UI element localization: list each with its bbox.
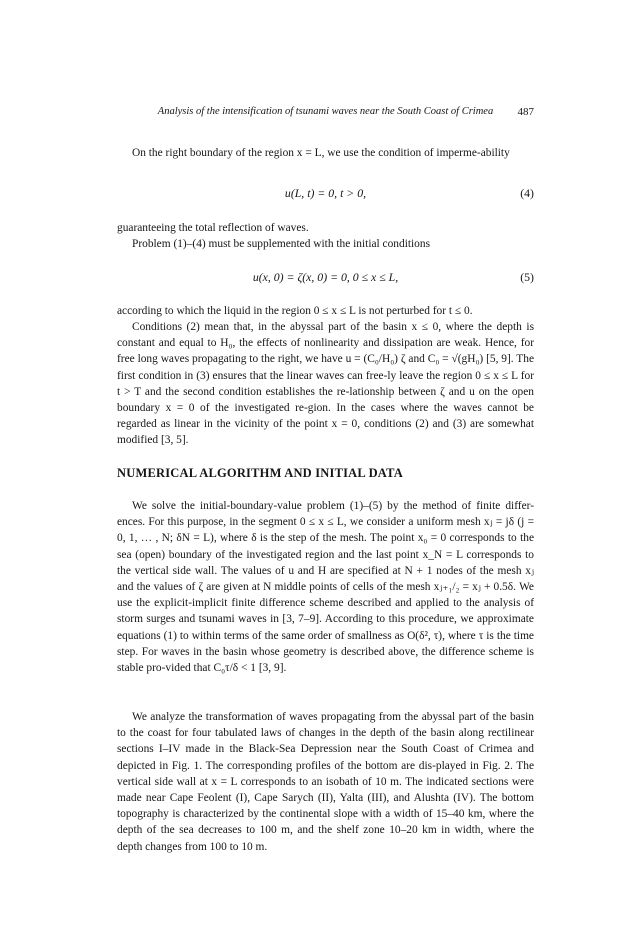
paragraph-conditions: Conditions (2) mean that, in the abyssal part of the basin x ≤ 0, where the depth is constant and equal to H₀, the effects of nonlinearity and dissipation are weak. Hence, for free long waves propagating to the right, we have u = (C₀/H₀) ζ and C₀ = √(gH₀) [5, 9]. The first condition in (3) ensures that the linear waves can free-ly leave the region 0 ≤ x ≤ L for t > T and the second condition establishes the re-lationship between ζ and u on the open boundary x = 0 of the investigated re-gion. In the cases where the waves cannot be regarded as linear in the vicinity of the point x = 0, conditions (2) and (3) are somewhat modified [3, 5]. [117,321,534,447]
paragraph-reflection: guaranteeing the total reflection of waves. [117,222,309,234]
equation-5-number: (5) [520,270,534,284]
paragraph-unperturbed: according to which the liquid in the region 0 ≤ x ≤ L is not perturbed for t ≤ 0. [117,305,473,317]
equation-4 [117,186,534,202]
page-number: 487 [517,106,534,118]
equation-4-number: (4) [520,186,534,200]
running-head [117,106,534,117]
equation-5 [117,270,534,286]
paragraph-boundary-condition: On the right boundary of the region x = L, we use the condition of imperme-ability [132,147,510,159]
paragraph-numerical-method: We solve the initial-boundary-value problem (1)–(5) by the method of finite differ-ences. For this purpose, in the segment 0 ≤ x ≤ L, we consider a uniform mesh xⱼ = jδ (j = 0, 1, … , N; δN = L), where δ is the step of the mesh. The point x₀ = 0 corresponds to the sea (open) boundary of the investigated region and the last point x_N = L corresponds to the vertical side wall. The values of u and H are specified at N + 1 nodes of the mesh xⱼ and the values of ζ are given at N middle points of cells of the mesh xⱼ₊₁/₂ = xⱼ + 0.5δ. We use the explicit-implicit finite difference scheme described and applied to the analysis of storm surges and tsunami waves in [3, 7–9]. According to this procedure, we approximate equations (1) to within terms of the same order of smallness as O(δ², τ), where τ is the time step. For waves in the basin whose geometry is described above, the difference scheme is stable pro-vided that C₀τ/δ < 1 [3, 9]. [117,500,534,675]
paragraph-initial-conditions-intro: Problem (1)–(4) must be supplemented with the initial conditions [132,238,431,250]
running-title: Analysis of the intensification of tsunami waves near the South Coast of Crimea [157,106,494,117]
equation-4-body: u(L, t) = 0, t > 0, [284,186,367,200]
section-heading: NUMERICAL ALGORITHM AND INITIAL DATA [117,466,403,480]
paragraph-bottom-profiles: We analyze the transformation of waves propagating from the abyssal part of the basin to the coast for four tabulated laws of changes in the depth of the basin along rectilinear sections I–IV made in the Black-Sea Depression near the South Coast of Crimea and depicted in Fig. 1. The corresponding profiles of the bottom are dis-played in Fig. 2. The vertical side wall at x = L corresponds to an isobath of 10 m. The indicated sections were made near Cape Feolent (I), Cape Sarych (II), Yalta (III), and Alushta (IV). The bottom topography is characterized by the continental slope with a width of 15–40 km, where the depth of the sea decreases to 100 m, and the shelf zone 10–20 km in width, where the depth changes from 100 to 10 m. [117,711,534,853]
equation-5-body: u(x, 0) = ζ(x, 0) = 0, 0 ≤ x ≤ L, [252,270,399,284]
